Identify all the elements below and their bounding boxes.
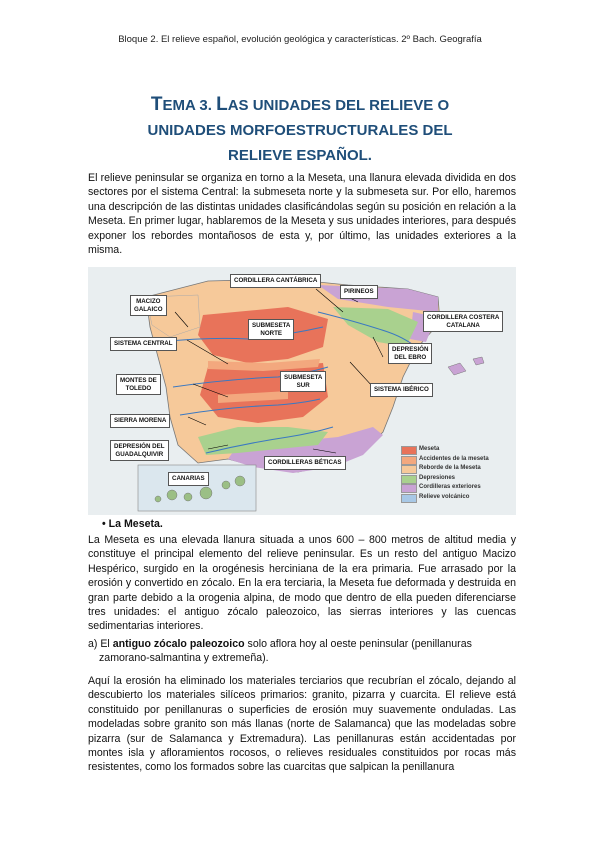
intro-paragraph: El relieve peninsular se organiza en torno a la Meseta, una llanura elevada dividida en dos sectores por el sistema Central: la submeseta norte y la submeseta sur. Por ello, haremos una descripción de las distintas unidades clasificándolas según su posición en relación a la Meseta. En primer lugar, hablaremos de la Meseta y sus unidades interiores, para después exponer los rebordes montañosos de esta y, por último, las unidades exteriores a la misma. (88, 172, 516, 257)
legend-item: Accidentes de la meseta (397, 455, 512, 464)
title-line-2: UNIDADES MORFOESTRUCTURALES DEL (147, 122, 453, 139)
legend-item: Depresiones (397, 474, 512, 483)
label-depresion-ebro: DEPRESIÓN DEL EBRO (388, 343, 432, 364)
title-line-1: TEMA 3. LAS UNIDADES DEL RELIEVE O (150, 94, 450, 115)
label-sistema-iberico: SISTEMA IBÉRICO (370, 383, 433, 397)
title-line-3: RELIEVE ESPAÑOL. (228, 147, 372, 164)
legend-item: Reborde de la Meseta (397, 464, 512, 473)
label-cordillera-costera-catalana: CORDILLERA COSTERA CATALANA (423, 311, 503, 332)
zocalo-paragraph: Aquí la erosión ha eliminado los materiales terciarios que recubrían el zócalo, dejando al descubierto los materiales silíceos primarios: granito, pizarra y cuarcita. El relieve está constituido por penillanuras o superficies de erosión muy suavemente onduladas. Las modeladas sobre granito son más llanas (norte de Salamanca) que las modeladas sobre pizarra (sur de Salamanca y Extremadura). Las penillanuras están accidentadas por montes isla y afloramientos rocosos, o relieves residuales constituidos por rocas más resistentes, como los formados sobre las cuarcitas que salpican la penillanura (88, 675, 516, 774)
map-legend (397, 445, 512, 505)
label-sistema-central: SISTEMA CENTRAL (110, 337, 177, 351)
label-submeseta-sur: SUBMESETA SUR (280, 371, 326, 392)
relief-map (88, 267, 516, 515)
label-sierra-morena: SIERRA MORENA (110, 414, 170, 428)
section-heading: • La Meseta. (102, 518, 163, 530)
label-macizo-galaico: MACIZO GALAICO (130, 295, 167, 316)
running-header: Bloque 2. El relieve español, evolución geológica y características. 2º Bach. Geografía (118, 34, 482, 45)
page-title (0, 92, 600, 168)
legend-item: Meseta (397, 445, 512, 454)
label-cordillera-cantabrica: CORDILLERA CANTÁBRICA (230, 274, 321, 288)
legend-item: Relieve volcánico (397, 493, 512, 502)
label-submeseta-norte: SUBMESETA NORTE (248, 319, 294, 340)
label-cordilleras-beticas: CORDILLERAS BÉTICAS (264, 456, 346, 470)
label-canarias: CANARIAS (168, 472, 209, 486)
label-depresion-guadalquivir: DEPRESIÓN DEL GUADALQUIVIR (110, 440, 169, 461)
label-pirineos: PIRINEOS (340, 285, 378, 299)
label-montes-toledo: MONTES DE TOLEDO (116, 374, 161, 395)
list-item-a: a) El antiguo zócalo paleozoico solo aflora hoy al oeste peninsular (penillanuras zamorano-salmantina y extremeña). (88, 638, 472, 665)
meseta-paragraph: La Meseta es una elevada llanura situada a unos 600 – 800 metros de altitud media y constituye el principal elemento del relieve peninsular. Es un resto del antiguo Macizo Hespérico, surgido en la orogénesis herciniana de la era primaria. Fue arrasado por la erosión y convertido en zócalo. En la era terciaria, la Meseta fue deformada y destruida en gran parte debido a la orogenia alpina, de modo que dentro de ella pueden diferenciarse tres unidades: el antiguo zócalo paleozoico, las sierras interiores y las cuencas sedimentarias interiores. (88, 534, 516, 633)
legend-item: Cordilleras exteriores (397, 483, 512, 492)
legend-swatch (401, 494, 417, 503)
